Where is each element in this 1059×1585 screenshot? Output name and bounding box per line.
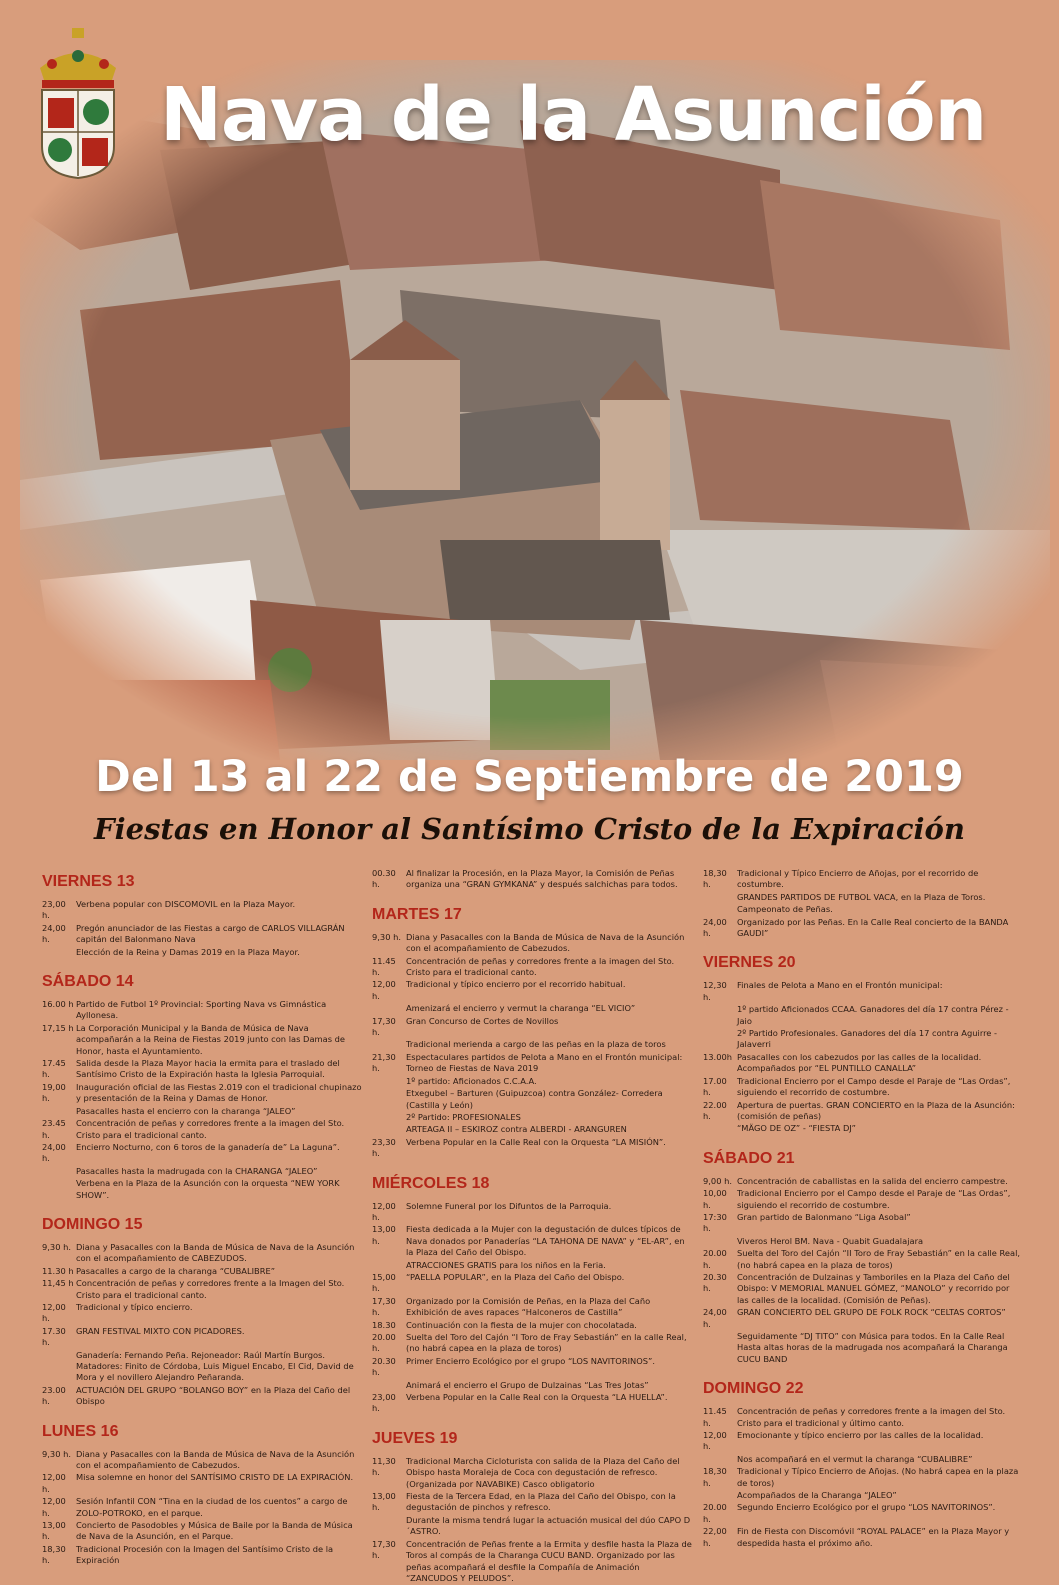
event-time [42,1178,76,1201]
event-description: Organizado por las Peñas. En la Calle Real concierto de la BANDA GAUDI” [737,916,1009,939]
event-row [372,1137,692,1160]
event-row [703,1430,1023,1453]
event-time: 17.30 h. [42,1325,66,1348]
section-gap [372,1416,692,1425]
event-time [703,1454,737,1465]
event-row [42,1326,362,1349]
event-row [703,1188,1023,1211]
event-description: Sesión Infantil CON “Tina en la ciudad de los cuentos” a cargo de ZOLO-POTROKO, en el parque. [76,1496,348,1518]
event-description: Tradicional y típico encierro por el recorrido habitual. [406,979,626,990]
event-description: Suelta del Toro del Cajón “II Toro de Fray Sebastián” en la calle Real, (no habrá capea en la plaza de toros) [737,1248,1021,1270]
event-row [42,1166,362,1177]
section-gap [372,1161,692,1170]
event-row [372,1039,692,1050]
event-time: 20.30 h. [703,1271,727,1294]
event-description: Misa solemne en honor del SANTÍSIMO CRISTO DE LA EXPIRACIÓN. [76,1472,354,1483]
event-time: 9,30 h. [42,1448,72,1459]
schedule-column-2 [372,868,692,1585]
event-description: 1º partido Aficionados CCAA. Ganadores del día 17 contra Pérez - Jaio [737,1004,1009,1026]
page-title: Nava de la Asunción [160,72,987,158]
event-description: Organizado por la Comisión de Peñas, en la Plaza del Caño Exhibición de aves rapaces “Halconeros de Castilla” [406,1295,651,1318]
event-time: 12,00 h. [42,1301,66,1324]
event-description: Animará el encierro el Grupo de Dulzainas “Las Tres Jotas” [406,1379,649,1390]
event-row [703,1526,1023,1549]
event-description: Seguidamente “DJ TITO” con Música para todos. En la Calle Real Hasta altas horas de la madrugada nos acompañará la Charanga CUCU BAND [737,1331,1008,1364]
event-time [42,1106,76,1117]
event-row [372,1124,692,1135]
event-row [372,1539,692,1585]
section-gap [703,940,1023,949]
event-row [703,904,1023,915]
event-description: Ganadería: Fernando Peña. Rejoneador: Raúl Martín Burgos. Matadores: Finito de Córdoba, Luis Miguel Encabo, El Cid, David de Mora y el novillero Alejandro Peñaranda. [76,1349,354,1383]
event-row [42,1082,362,1105]
event-description: Durante la misma tendrá lugar la actuación musical del dúo CAPO D´ASTRO. [406,1514,691,1537]
event-row [703,1502,1023,1525]
event-description: Verbena en la Plaza de la Asunción con la orquesta “NEW YORK SHOW”. [76,1178,340,1200]
section-gap [42,1202,362,1211]
event-description: Tradicional Procesión con la Imagen del Santísimo Cristo de la Expiración [76,1543,334,1566]
event-row [42,1278,362,1301]
event-time: 13.00h [703,1051,733,1062]
festival-dates: Del 13 al 22 de Septiembre de 2019 [95,752,964,802]
event-time: 12,00 h. [372,1200,396,1222]
schedule-column-3 [703,868,1023,1550]
event-description: Partido de Futbol 1º Provincial: Sporting Nava vs Gimnástica Ayllonesa. [76,999,327,1021]
event-description: Tradicional y Típico Encierro de Añojas, por el recorrido de costumbre. [737,868,979,890]
event-row [372,1201,692,1224]
event-row [703,1028,1023,1051]
event-description: Tradicional Encierro por el Campo desde el Paraje de “Las Ordas”, siguiendo el recorrido de costumbre. [737,1188,1011,1210]
day-heading: DOMINGO 22 [703,1380,804,1398]
event-time: 24,00 h. [42,922,66,945]
event-description: Concentración de peñas y corredores frente a la Imagen del Sto. Cristo para el tradicional canto. [76,1278,345,1300]
aerial-photo-illustration [20,60,1050,760]
event-row [703,1004,1023,1027]
event-row [372,1112,692,1123]
event-description: Amenizará el encierro y vermut la charanga “EL VICIO” [406,1003,636,1014]
day-heading: MIÉRCOLES 18 [372,1174,490,1192]
event-time: 11.45 h. [703,1406,727,1428]
event-description: Emocionante y típico encierro por las calles de la localidad. [737,1430,984,1441]
event-time: 17:30 h. [703,1211,727,1234]
schedule-column-1 [42,868,362,1568]
event-row [372,1088,692,1111]
event-row [42,1058,362,1081]
event-description: Salida desde la Plaza Mayor hacia la ermita para el traslado del Santísimo Cristo de la Expiración hasta la Iglesia Parroquial. [76,1058,340,1080]
event-time: 13,00 h. [372,1224,396,1246]
event-description: Tradicional merienda a cargo de las peñas en la plaza de toros [406,1039,666,1050]
event-row [42,947,362,958]
event-row [42,1520,362,1543]
event-description: Campeonato de Peñas. [737,904,833,915]
event-time [703,1331,737,1365]
event-row [703,1212,1023,1235]
event-description: GRAN CONCIERTO DEL GRUPO DE FOLK ROCK “CELTAS CORTOS” [737,1307,1006,1318]
event-row [42,1350,362,1384]
event-time: 9,30 h. [42,1241,72,1252]
day-heading: SÁBADO 21 [703,1149,795,1167]
event-row [372,1052,692,1075]
event-time: 11.30 h [42,1265,74,1276]
event-time: 12,00 h. [703,1430,727,1452]
event-description: Diana y Pasacalles con la Banda de Música de Nava de la Asunción con el acompañamiento de CABEZUDOS. [76,1241,355,1264]
event-row [42,1118,362,1141]
event-time [372,1076,406,1087]
aerial-town-photo [20,60,1050,760]
event-description: Segundo Encierro Ecológico por el grupo “LOS NAVITORINOS”. [737,1502,996,1513]
event-description: 1º partido: Aficionados C.C.A.A. [406,1075,537,1086]
event-description: Etxegubel – Barturen (Guipuzcoa) contra González- Corredera (Castilla y León) [406,1088,663,1110]
event-time: 17.45 h. [42,1058,66,1080]
event-row [372,1320,692,1331]
event-description: Verbena popular con DISCOMOVIL en la Plaza Mayor. [76,899,296,909]
event-row [42,1142,362,1165]
event-description: Concierto de Pasodobles y Música de Baile por la Banda de Música de Nava de la Asunción, en el Parque. [76,1520,353,1542]
event-description: Continuación con la fiesta de la mujer con chocolatada. [406,1319,637,1330]
event-time [703,904,737,915]
event-row [372,1076,692,1087]
event-time: 13,00 h. [372,1491,396,1513]
event-time: 23.00 h. [42,1384,66,1407]
event-description: Apertura de puertas. GRAN CONCIERTO en la Plaza de la Asunción: (comisión de peñas) [737,1099,1015,1121]
event-time: 17,30 h. [372,1015,396,1038]
event-time [372,1260,406,1271]
event-time: 20.00 h. [372,1332,396,1354]
event-time: 9,00 h. [703,1175,733,1186]
event-description: Al finalizar la Procesión, en la Plaza Mayor, la Comisión de Peñas organiza una “GRAN GYMKANA” y después salchichas para todos. [406,868,678,890]
event-time: 10,00 h. [703,1188,727,1210]
event-description: Verbena Popular en la Calle Real con la Orquesta “LA HUELLA”. [406,1392,668,1403]
event-time [372,1003,406,1014]
event-time: 13,00 h. [42,1520,66,1542]
event-row [372,1003,692,1014]
event-row [42,1472,362,1495]
event-description: Solemne Funeral por los Difuntos de la Parroquia. [406,1200,612,1211]
event-description: Tradicional y Típico Encierro de Añojas. (No habrá capea en la plaza de toros) [737,1466,1019,1488]
event-description: “PAELLA POPULAR”, en la Plaza del Caño del Obispo. [406,1271,625,1282]
event-row [703,1406,1023,1429]
event-time [42,947,76,958]
event-row [372,932,692,955]
event-row [42,1496,362,1519]
event-time: 22.00 h. [703,1099,727,1121]
event-row [42,923,362,946]
event-row [703,1076,1023,1099]
event-row [42,1242,362,1265]
event-row [703,1236,1023,1247]
event-row [703,868,1023,891]
event-time: 12,30 h. [703,980,727,1002]
event-description: Viveros Herol BM. Nava - Quabit Guadalajara [737,1235,924,1246]
event-time [703,1490,737,1501]
event-description: Concentración de peñas y corredores frente a la imagen del Sto. Cristo para el tradicional canto. [76,1118,345,1140]
event-row [372,1515,692,1538]
event-time: 23,00 h. [372,1392,396,1414]
event-description: Pregón anunciador de las Fiestas a cargo de CARLOS VILLAGRÁN capitán del Balonmano Nava [76,922,345,945]
event-description: Tradicional y típico encierro. [76,1301,193,1312]
event-time: 23.45 h. [42,1118,66,1140]
event-time: 11,45 h [42,1278,74,1289]
event-row [42,1302,362,1325]
event-row [703,1454,1023,1465]
event-time: 20.30 h. [372,1355,396,1378]
event-time: 17.00 h. [703,1075,727,1098]
event-description: Inauguración oficial de las Fiestas 2.019 con el tradicional chupinazo y presentación de la Reina y Damas de Honor. [76,1081,362,1104]
event-row [703,1331,1023,1365]
event-row [703,980,1023,1003]
event-description: GRANDES PARTIDOS DE FUTBOL VACA, en la Plaza de Toros. [737,891,986,902]
day-heading: LUNES 16 [42,1422,119,1440]
event-description: “MÄGO DE OZ” - “FIESTA DJ” [737,1123,856,1134]
event-description: Diana y Pasacalles con la Banda de Música de Nava de la Asunción con el acompañamiento de Cabezudos. [406,931,685,954]
event-row [42,1544,362,1567]
section-gap [42,1409,362,1418]
event-row [703,1490,1023,1501]
coat-of-arms-icon [32,28,124,180]
event-description: Tradicional Marcha Cicloturista con salida de la Plaza del Caño del Obispo hasta Moraleja de Coca con degustación de refresco. (Organizada por NAVABIKE) Casco obligatorio [406,1455,680,1489]
event-description: Fiesta dedicada a la Mujer con la degustación de dulces típicos de Nava donados por Panaderías “LA TAHONA DE NAVA” y “EL-AR”, en la Plaza del Caño del Obispo. [406,1224,685,1258]
event-time: 19,00 h. [42,1081,66,1104]
event-description: Diana y Pasacalles con la Banda de Música de Nava de la Asunción con el acompañamiento de Cabezudos. [76,1448,355,1471]
event-time: 11.45 h. [372,955,396,978]
event-time [703,1028,737,1051]
event-row [372,1491,692,1514]
event-description: Concentración de Dulzainas y Tamboriles en la Plaza del Caño del Obispo: V MEMORIAL MANUEL GÓMEZ, “MANOLO” y recorrido por las calles de la localidad. (Comisión de Peñas). [737,1271,1010,1305]
event-time [42,1350,76,1384]
event-time [703,892,737,903]
event-row [703,1248,1023,1271]
event-row [372,1356,692,1379]
event-time: 12,00 h. [42,1472,66,1494]
festival-subtitle: Fiestas en Honor al Santísimo Cristo de la Expiración [94,812,965,846]
event-row [372,1016,692,1039]
event-description: 2º Partido Profesionales. Ganadores del día 17 contra Aguirre - Jalaverri [737,1028,998,1050]
event-description: Verbena Popular en la Calle Real con la Orquesta “LA MISIÓN”. [406,1136,666,1147]
event-time [703,1004,737,1027]
event-row [703,1100,1023,1123]
event-row [703,892,1023,903]
event-time: 18,30 h. [703,1466,727,1488]
event-time: 11,30 h. [372,1455,396,1478]
event-description: Elección de la Reina y Damas 2019 en la Plaza Mayor. [76,946,300,957]
event-time: 24,00 h. [42,1141,66,1164]
event-row [372,1272,692,1295]
event-row [42,999,362,1022]
event-row [372,1332,692,1355]
section-gap [42,959,362,968]
event-description: Finales de Pelota a Mano en el Frontón municipal: [737,980,943,991]
event-description: Gran partido de Balonmano “Liga Asobal” [737,1211,911,1222]
event-time: 24,00 h. [703,1307,727,1329]
event-row [372,979,692,1002]
event-description: Acompañados de la Charanga “JALEO” [737,1490,897,1501]
event-time: 23,00 h. [42,899,66,921]
event-time [372,1380,406,1391]
event-description: Concentración de peñas y corredores frente a la imagen del Sto. Cristo para el tradicional y último canto. [737,1406,1006,1428]
event-row [703,1176,1023,1187]
event-time: 23,30 h. [372,1136,396,1159]
event-time: 17,30 h. [372,1295,396,1318]
event-description: Pasacalles a cargo de la charanga “CUBALIBRE” [76,1265,276,1276]
event-time: 16.00 h [42,999,74,1010]
event-description: ARTEAGA II – ESKIROZ contra ALBERDI - ARANGUREN [406,1124,627,1135]
event-row [372,1456,692,1490]
event-time: 9,30 h. [372,931,402,942]
event-row [42,1106,362,1117]
event-time: 17,15 h [42,1022,74,1033]
event-time [372,1039,406,1050]
event-description: Tradicional Encierro por el Campo desde el Paraje de “Las Ordas”, siguiendo el recorrido de costumbre. [737,1075,1011,1098]
event-description: Espectaculares partidos de Pelota a Mano en el Frontón municipal: Torneo de Fiestas de Nava 2019 [406,1051,683,1074]
event-description: Gran Concurso de Cortes de Novillos [406,1015,559,1026]
event-description: Nos acompañará en el vermut la charanga “CUBALIBRE” [737,1453,973,1464]
event-time [372,1124,406,1135]
event-description: Pasacalles hasta la madrugada con la CHARANGA “JALEO” [76,1165,318,1176]
event-description: ACTUACIÓN DEL GRUPO “BOLANGO BOY” en la Plaza del Caño del Obispo [76,1384,351,1407]
event-time: 18,30 h. [703,868,727,890]
event-description: Suelta del Toro del Cajón “I Toro de Fray Sebastián” en la calle Real, (no habrá capea en la plaza de toros) [406,1332,687,1354]
event-row [42,1385,362,1408]
event-row [372,1296,692,1319]
event-description: Concentración de peñas y corredores frente a la imagen del Sto. Cristo para el tradicional canto. [406,955,675,978]
event-time [703,1123,737,1134]
event-time: 12,00 h. [42,1496,66,1518]
event-description: GRAN FESTIVAL MIXTO CON PICADORES. [76,1325,245,1336]
event-row [372,1380,692,1391]
day-heading: VIERNES 20 [703,954,796,972]
event-row [703,917,1023,940]
day-heading: MARTES 17 [372,905,462,923]
event-description: Primer Encierro Ecológico por el grupo “LOS NAVITORINOS”. [406,1355,655,1366]
event-description: Pasacalles hasta el encierro con la charanga “JALEO” [76,1105,296,1116]
section-gap [703,1136,1023,1145]
event-description: Concentración de caballistas en la salida del encierro campestre. [737,1175,1008,1186]
event-time: 20.00 h. [703,1502,727,1524]
event-time: 21,30 h. [372,1051,396,1074]
event-time [372,1112,406,1123]
event-row [42,899,362,922]
section-gap [372,892,692,901]
event-row [42,1266,362,1277]
event-row [372,868,692,891]
day-heading: VIERNES 13 [42,873,135,890]
event-row [372,1392,692,1415]
event-row [372,1224,692,1258]
event-description: Fin de Fiesta con Discomóvil “ROYAL PALACE” en la Plaza Mayor y despedida hasta el próximo año. [737,1526,1010,1548]
event-row [703,1123,1023,1134]
event-time: 18,30 h. [42,1543,66,1566]
event-description: Concentración de Peñas frente a la Ermita y desfile hasta la Plaza de Toros al compás de la Charanga CUCU BAND. Organizado por las peñas acompañará el desfile la Compañía de Animación “ZANCUDOS Y PELUDOS”. [406,1538,692,1583]
event-row [703,1272,1023,1306]
event-row [703,1466,1023,1489]
day-heading: DOMINGO 15 [42,1215,143,1233]
event-description: Encierro Nocturno, con 6 toros de la ganadería de” La Laguna”. [76,1141,340,1152]
event-time [372,1515,406,1538]
day-heading: JUEVES 19 [372,1429,458,1447]
event-time [703,1236,737,1247]
event-time: 12,00 h. [372,979,396,1001]
event-description: Pasacalles con los cabezudos por las calles de la localidad. Acompañados por “EL PUNTILLO CANALLA” [737,1051,982,1074]
event-description: Fiesta de la Tercera Edad, en la Plaza del Caño del Obispo, con la degustación de pinchos y refresco. [406,1491,676,1513]
event-row [42,1023,362,1057]
event-description: ATRACCIONES GRATIS para los niños en la Feria. [406,1259,606,1270]
event-time: 24,00 h. [703,916,727,939]
event-row [372,1260,692,1271]
event-row [372,956,692,979]
section-gap [703,1366,1023,1375]
event-time [372,1088,406,1111]
event-row [703,1307,1023,1330]
day-heading: SÁBADO 14 [42,973,134,991]
event-time: 22,00 h. [703,1526,727,1548]
event-description: La Corporación Municipal y la Banda de Música de Nava acompañarán a la Reina de Fiestas 2019 junto con las Damas de Honor, hasta el Ayuntamiento. [76,1022,346,1056]
event-time: 17,30 h. [372,1538,396,1561]
event-row [703,1052,1023,1075]
event-time: 18.30 [372,1319,396,1330]
event-time: 20.00 h. [703,1248,727,1270]
event-row [42,1449,362,1472]
event-time: 15,00 h. [372,1271,396,1294]
event-time [42,1166,76,1177]
event-row [42,1178,362,1201]
event-time: 00.30 h. [372,868,396,890]
event-description: 2º Partido: PROFESIONALES [406,1111,521,1122]
